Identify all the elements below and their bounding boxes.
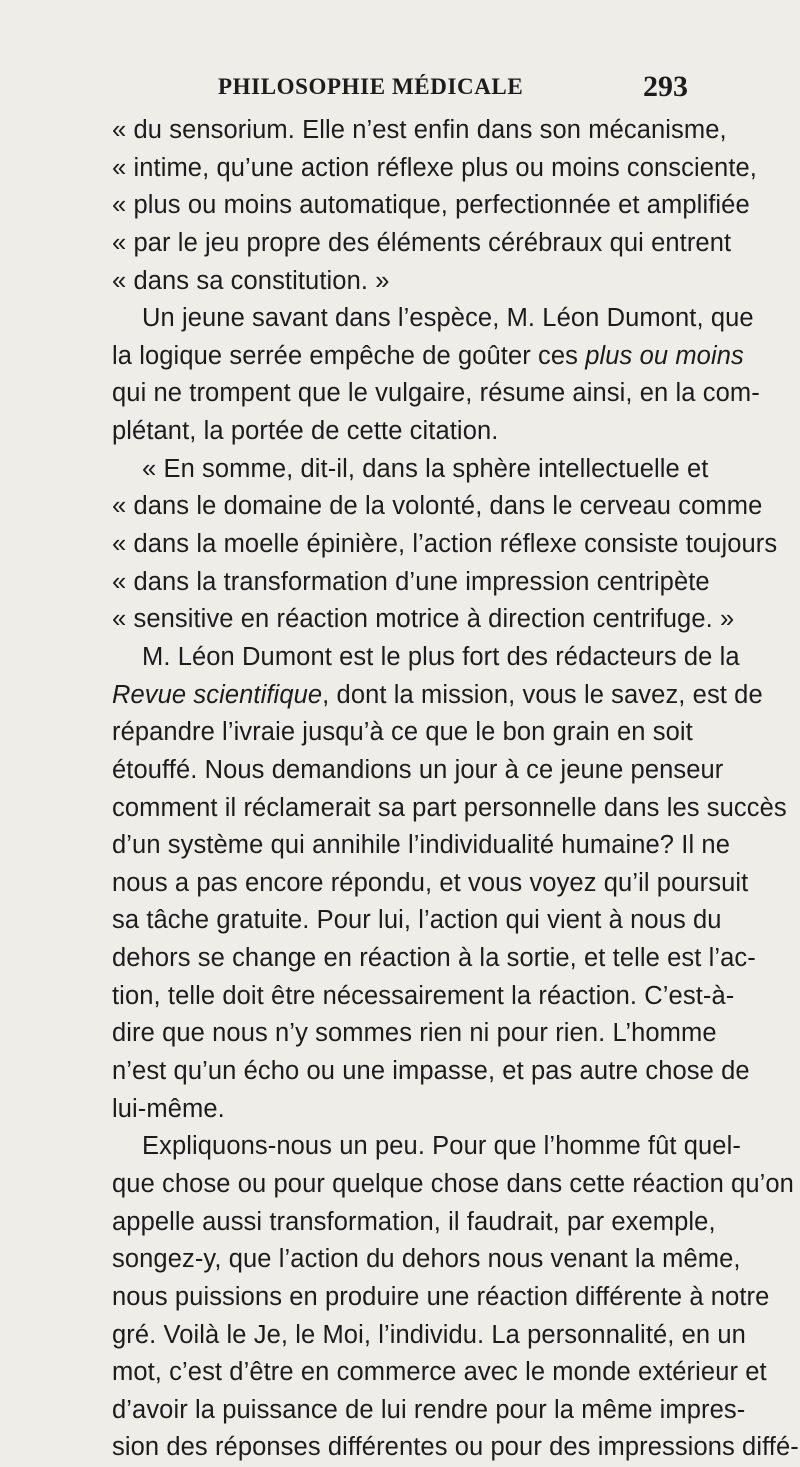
- text-line: lui-même.: [112, 1094, 225, 1123]
- text-line: dehors se change en réaction à la sortie, et telle est l’ac-: [112, 944, 756, 973]
- text-line: sa tâche gratuite. Pour lui, l’action qui vient à nous du: [112, 906, 722, 935]
- text-line: mot, c’est d’être en commerce avec le monde extérieur et: [112, 1358, 767, 1387]
- text-line: étouffé. Nous demandions un jour à ce jeune penseur: [112, 755, 724, 784]
- text-line: « du sensorium. Elle n’est enfin dans son mécanisme,: [112, 116, 727, 144]
- italic-phrase: plus ou moins: [585, 341, 744, 370]
- text-line: tion, telle doit être nécessairement la réaction. C’est-à-: [112, 981, 735, 1010]
- text-line: gré. Voilà le Je, le Moi, l’individu. La personnalité, en un: [112, 1320, 746, 1349]
- text-line: répandre l’ivraie jusqu’à ce que le bon grain en soit: [112, 718, 693, 747]
- text-line: que chose ou pour quelque chose dans cette réaction qu’on: [112, 1169, 794, 1198]
- running-title: PHILOSOPHIE MÉDICALE: [218, 74, 524, 99]
- text-line: « dans sa constitution. »: [112, 266, 390, 295]
- text-line: Expliquons-nous un peu. Pour que l’homme fût quel-: [142, 1132, 741, 1161]
- text-line: « dans la moelle épinière, l’action réflexe consiste toujours: [112, 530, 778, 559]
- text-line: Un jeune savant dans l’espèce, M. Léon Dumont, que: [142, 304, 754, 333]
- text-line: « intime, qu’une action réflexe plus ou moins consciente,: [112, 153, 757, 182]
- text-line: comment il réclamerait sa part personnelle dans les succès: [112, 793, 787, 822]
- italic-phrase: Revue scientifique: [112, 680, 323, 709]
- text-line: d’avoir la puissance de lui rendre pour la même impres-: [112, 1395, 746, 1424]
- text-line: qui ne trompent que le vulgaire, résume ainsi, en la com-: [112, 379, 760, 408]
- text-line: nous puissions en produire une réaction différente à notre: [112, 1282, 770, 1311]
- text-line: dire que nous n’y sommes rien ni pour rien. L’homme: [112, 1019, 717, 1048]
- text-line: « En somme, dit-il, dans la sphère intellectuelle et: [142, 454, 709, 483]
- body-text: [112, 112, 799, 1467]
- text-line: « dans le domaine de la volonté, dans le cerveau comme: [112, 492, 763, 521]
- text-line: nous a pas encore répondu, et vous voyez qu’il poursuit: [112, 868, 749, 897]
- text-line: n’est qu’un écho ou une impasse, et pas autre chose de: [112, 1057, 750, 1086]
- text-line: « par le jeu propre des éléments cérébraux qui entrent: [112, 228, 732, 257]
- text-line: plétant, la portée de cette citation.: [112, 417, 499, 446]
- text-line-with-emphasis: la logique serrée empêche de goûter ces plus ou moins: [112, 341, 744, 370]
- text-line: sion des réponses différentes ou pour des impressions diffé-: [112, 1433, 799, 1462]
- text-line: appelle aussi transformation, il faudrait, par exemple,: [112, 1207, 716, 1236]
- page-number: 293: [643, 70, 688, 103]
- text-line: d’un système qui annihile l’individualité humaine? Il ne: [112, 831, 730, 860]
- text-line: « sensitive en réaction motrice à direction centrifuge. »: [112, 605, 735, 634]
- text-line: « plus ou moins automatique, perfectionnée et amplifiée: [112, 191, 750, 220]
- text-line: M. Léon Dumont est le plus fort des rédacteurs de la: [142, 642, 740, 671]
- page-header: [0, 70, 800, 110]
- text-line: « dans la transformation d’une impression centripète: [112, 567, 710, 596]
- text-line-with-emphasis: Revue scientifique, dont la mission, vous le savez, est de: [112, 680, 763, 709]
- text-line: songez-y, que l’action du dehors nous venant la même,: [112, 1245, 741, 1274]
